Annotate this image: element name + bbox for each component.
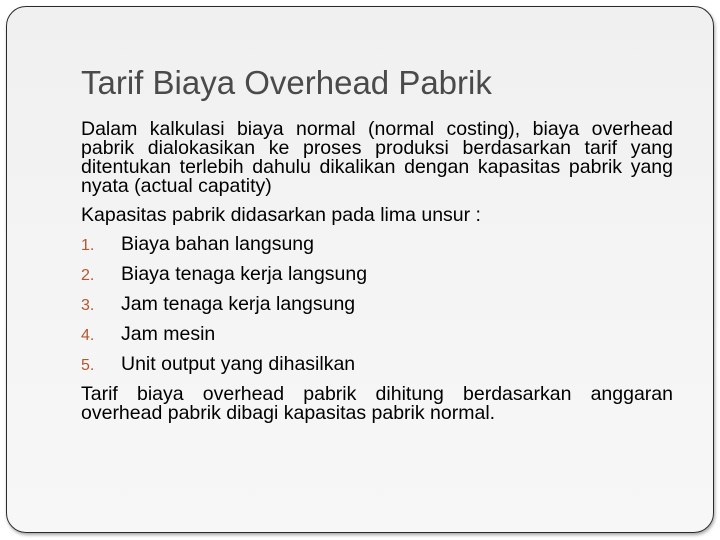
closing-paragraph: Tarif biaya overhead pabrik dihitung berdasarkan anggaran overhead pabrik dibagi kapasitas pabrik normal. [81, 383, 673, 424]
list-item [81, 325, 673, 345]
list-item-text: Jam tenaga kerja langsung [121, 293, 356, 315]
list-item-number: 1. [81, 237, 95, 254]
slide-frame [6, 6, 714, 533]
list-item-text: Biaya tenaga kerja langsung [121, 263, 368, 285]
list-item-number: 2. [81, 267, 95, 284]
list-item [81, 265, 673, 285]
list-item-text: Jam mesin [121, 323, 216, 345]
list-item-number: 5. [81, 357, 95, 374]
slide-body [81, 120, 673, 433]
list-item-text: Unit output yang dihasilkan [121, 353, 356, 375]
list-item [81, 295, 673, 315]
list-item-number: 4. [81, 327, 95, 344]
list-intro-paragraph: Kapasitas pabrik didasarkan pada lima unsur : [81, 204, 481, 226]
intro-paragraph: Dalam kalkulasi biaya normal (normal costing), biaya overhead pabrik dialokasikan ke proses produksi berdasarkan tarif yang ditentukan terlebih dahulu dikalikan dengan kapasitas pabrik yang nyata (actual capatity) [81, 118, 673, 197]
slide-title: Tarif Biaya Overhead Pabrik [81, 64, 492, 101]
list-item [81, 355, 673, 375]
capacity-element-list [81, 235, 673, 375]
list-item-number: 3. [81, 297, 95, 314]
list-item-text: Biaya bahan langsung [121, 233, 314, 255]
list-item [81, 235, 673, 255]
